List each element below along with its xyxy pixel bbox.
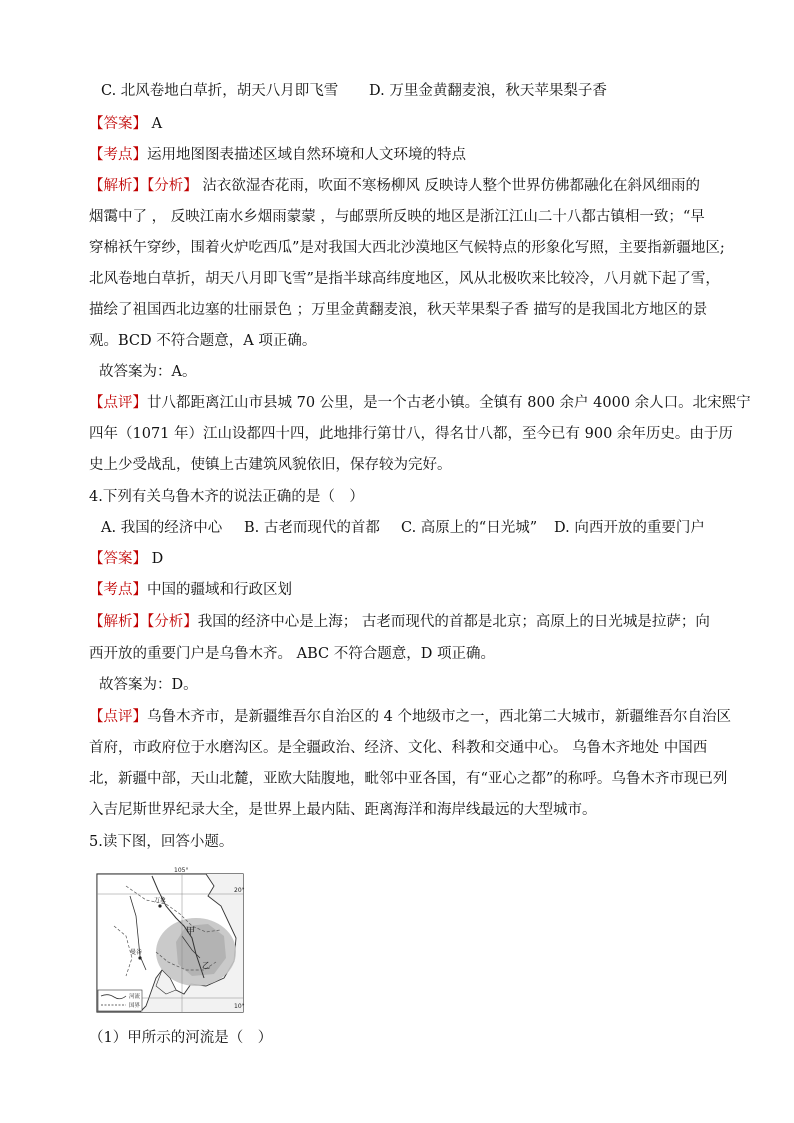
q4-jiexi-line-1	[89, 612, 710, 632]
kaodian-text: 运用地图图表描述区域自然环境和人文环境的特点	[147, 147, 466, 163]
q5-sub1: （1）甲所示的河流是（ ）	[89, 1030, 273, 1046]
city-wanxiang-dot	[158, 904, 161, 907]
q4-option-d: D. 向西开放的重要门户	[554, 520, 705, 536]
kaodian-text: 中国的疆域和行政区划	[147, 582, 292, 598]
legend-border-label: 国界	[129, 1003, 141, 1009]
q4-option-a: A. 我国的经济中心	[101, 520, 223, 536]
q4-dianping-line-3: 北，新疆中部，天山北麓，亚欧大陆腹地，毗邻中亚各国，有“亚心之都”的称呼。乌鲁木齐市现已列	[89, 771, 728, 787]
q4-answer-line	[89, 549, 163, 569]
q3-jiexi-line-3: 穿棉袄午穿纱，围着火炉吃西瓜”是对我国大西北沙漠地区气候特点的形象化写照，主要指新疆地区;	[89, 240, 725, 256]
jiexi-text: 我国的经济中心是上海； 古老而现代的首都是北京；高原上的日光城是拉萨；向	[197, 614, 710, 630]
label-jia: 甲	[186, 927, 196, 937]
q3-kaodian-line	[89, 145, 466, 165]
jiexi-tag: 【解析】【分析】	[89, 614, 198, 630]
q3-jiexi-line-5: 描绘了祖国西北边塞的壮丽景色 ；万里金黄翻麦浪，秋天苹果梨子香 描写的是我国北方地区的景	[89, 302, 708, 318]
label-105: 105°	[174, 867, 189, 874]
q3-option-c: C. 北风卷地白草折，胡天八月即飞雪	[101, 83, 339, 99]
q3-option-d: D. 万里金黄翻麦浪，秋天苹果梨子香	[369, 83, 607, 99]
indochina-map	[96, 866, 246, 1014]
q3-conclusion: 故答案为：A。	[99, 364, 197, 380]
city-mangu-dot	[138, 956, 141, 959]
q4-dianping-line-2: 首府，市政府位于水磨沟区。是全疆政治、经济、文化、科教和交通中心。 乌鲁木齐地处 中国西	[89, 740, 708, 756]
label-yi: 乙	[202, 961, 210, 970]
q4-conclusion: 故答案为：D。	[99, 677, 198, 693]
q4-option-c: C. 高原上的“日光城”	[401, 520, 538, 536]
answer-tag: 【答案】	[89, 551, 147, 567]
dianping-tag: 【点评】	[89, 709, 147, 725]
q4-dianping-line-4: 入吉尼斯世界纪录大全，是世界上最内陆、距离海洋和海岸线最远的大型城市。	[89, 802, 597, 818]
label-wanxiang: 万象	[154, 897, 167, 904]
q3-jiexi-line-2: 烟霭中了 ， 反映江南水乡烟雨蒙蒙 ，与邮票所反映的地区是浙江江山二十八都古镇相一致；“早	[89, 209, 705, 225]
q3-jiexi-line-1	[89, 176, 700, 196]
label-mangu: 曼谷	[130, 949, 143, 956]
kaodian-tag: 【考点】	[89, 147, 147, 163]
q4-kaodian-line	[89, 580, 292, 600]
answer-value: D	[151, 551, 164, 567]
q4-option-b: B. 古老而现代的首都	[244, 520, 380, 536]
answer-tag: 【答案】	[89, 116, 147, 132]
jiexi-tag: 【解析】【分析】	[89, 178, 198, 194]
dianping-text: 乌鲁木齐市，是新疆维吾尔自治区的 4 个地级市之一，西北第二大城市，新疆维吾尔自治区	[147, 709, 731, 725]
answer-value: A	[151, 116, 163, 132]
label-20: 20°	[234, 887, 245, 894]
label-10: 10°	[234, 1003, 245, 1010]
q3-answer-line	[89, 114, 162, 134]
jiexi-text: 沾衣欲湿杏花雨，吹面不寒杨柳风 反映诗人整个世界仿佛都融化在斜风细雨的	[202, 178, 700, 194]
dianping-tag: 【点评】	[89, 395, 147, 411]
kaodian-tag: 【考点】	[89, 582, 147, 598]
q3-dianping-line-3: 史上少受战乱，使镇上古建筑风貌依旧，保存较为完好。	[89, 457, 452, 473]
q3-jiexi-line-4: 北风卷地白草折，胡天八月即飞雪”是指半球高纬度地区，风从北极吹来比较冷，八月就下起了雪，	[89, 271, 720, 287]
q4-jiexi-line-2: 西开放的重要门户是乌鲁木齐。 ABC 不符合题意，D 项正确。	[89, 646, 495, 662]
q4-dianping-line-1	[89, 707, 731, 727]
q3-dianping-line-1	[89, 393, 751, 413]
q5-stem: 5.读下图，回答小题。	[89, 834, 234, 850]
legend-river-label: 河流	[129, 994, 141, 1000]
q3-jiexi-line-6: 观。BCD 不符合题意，A 项正确。	[89, 333, 317, 349]
dianping-text: 廿八都距离江山市县城 70 公里，是一个古老小镇。全镇有 800 余户 4000 余人口。北宋熙宁	[147, 395, 751, 411]
q3-dianping-line-2: 四年（1071 年）江山设都四十四，此地排行第廿八，得名廿八都，至今已有 900 余年历史。由于历	[89, 426, 733, 442]
q4-stem: 4.下列有关乌鲁木齐的说法正确的是（ ）	[89, 489, 364, 505]
